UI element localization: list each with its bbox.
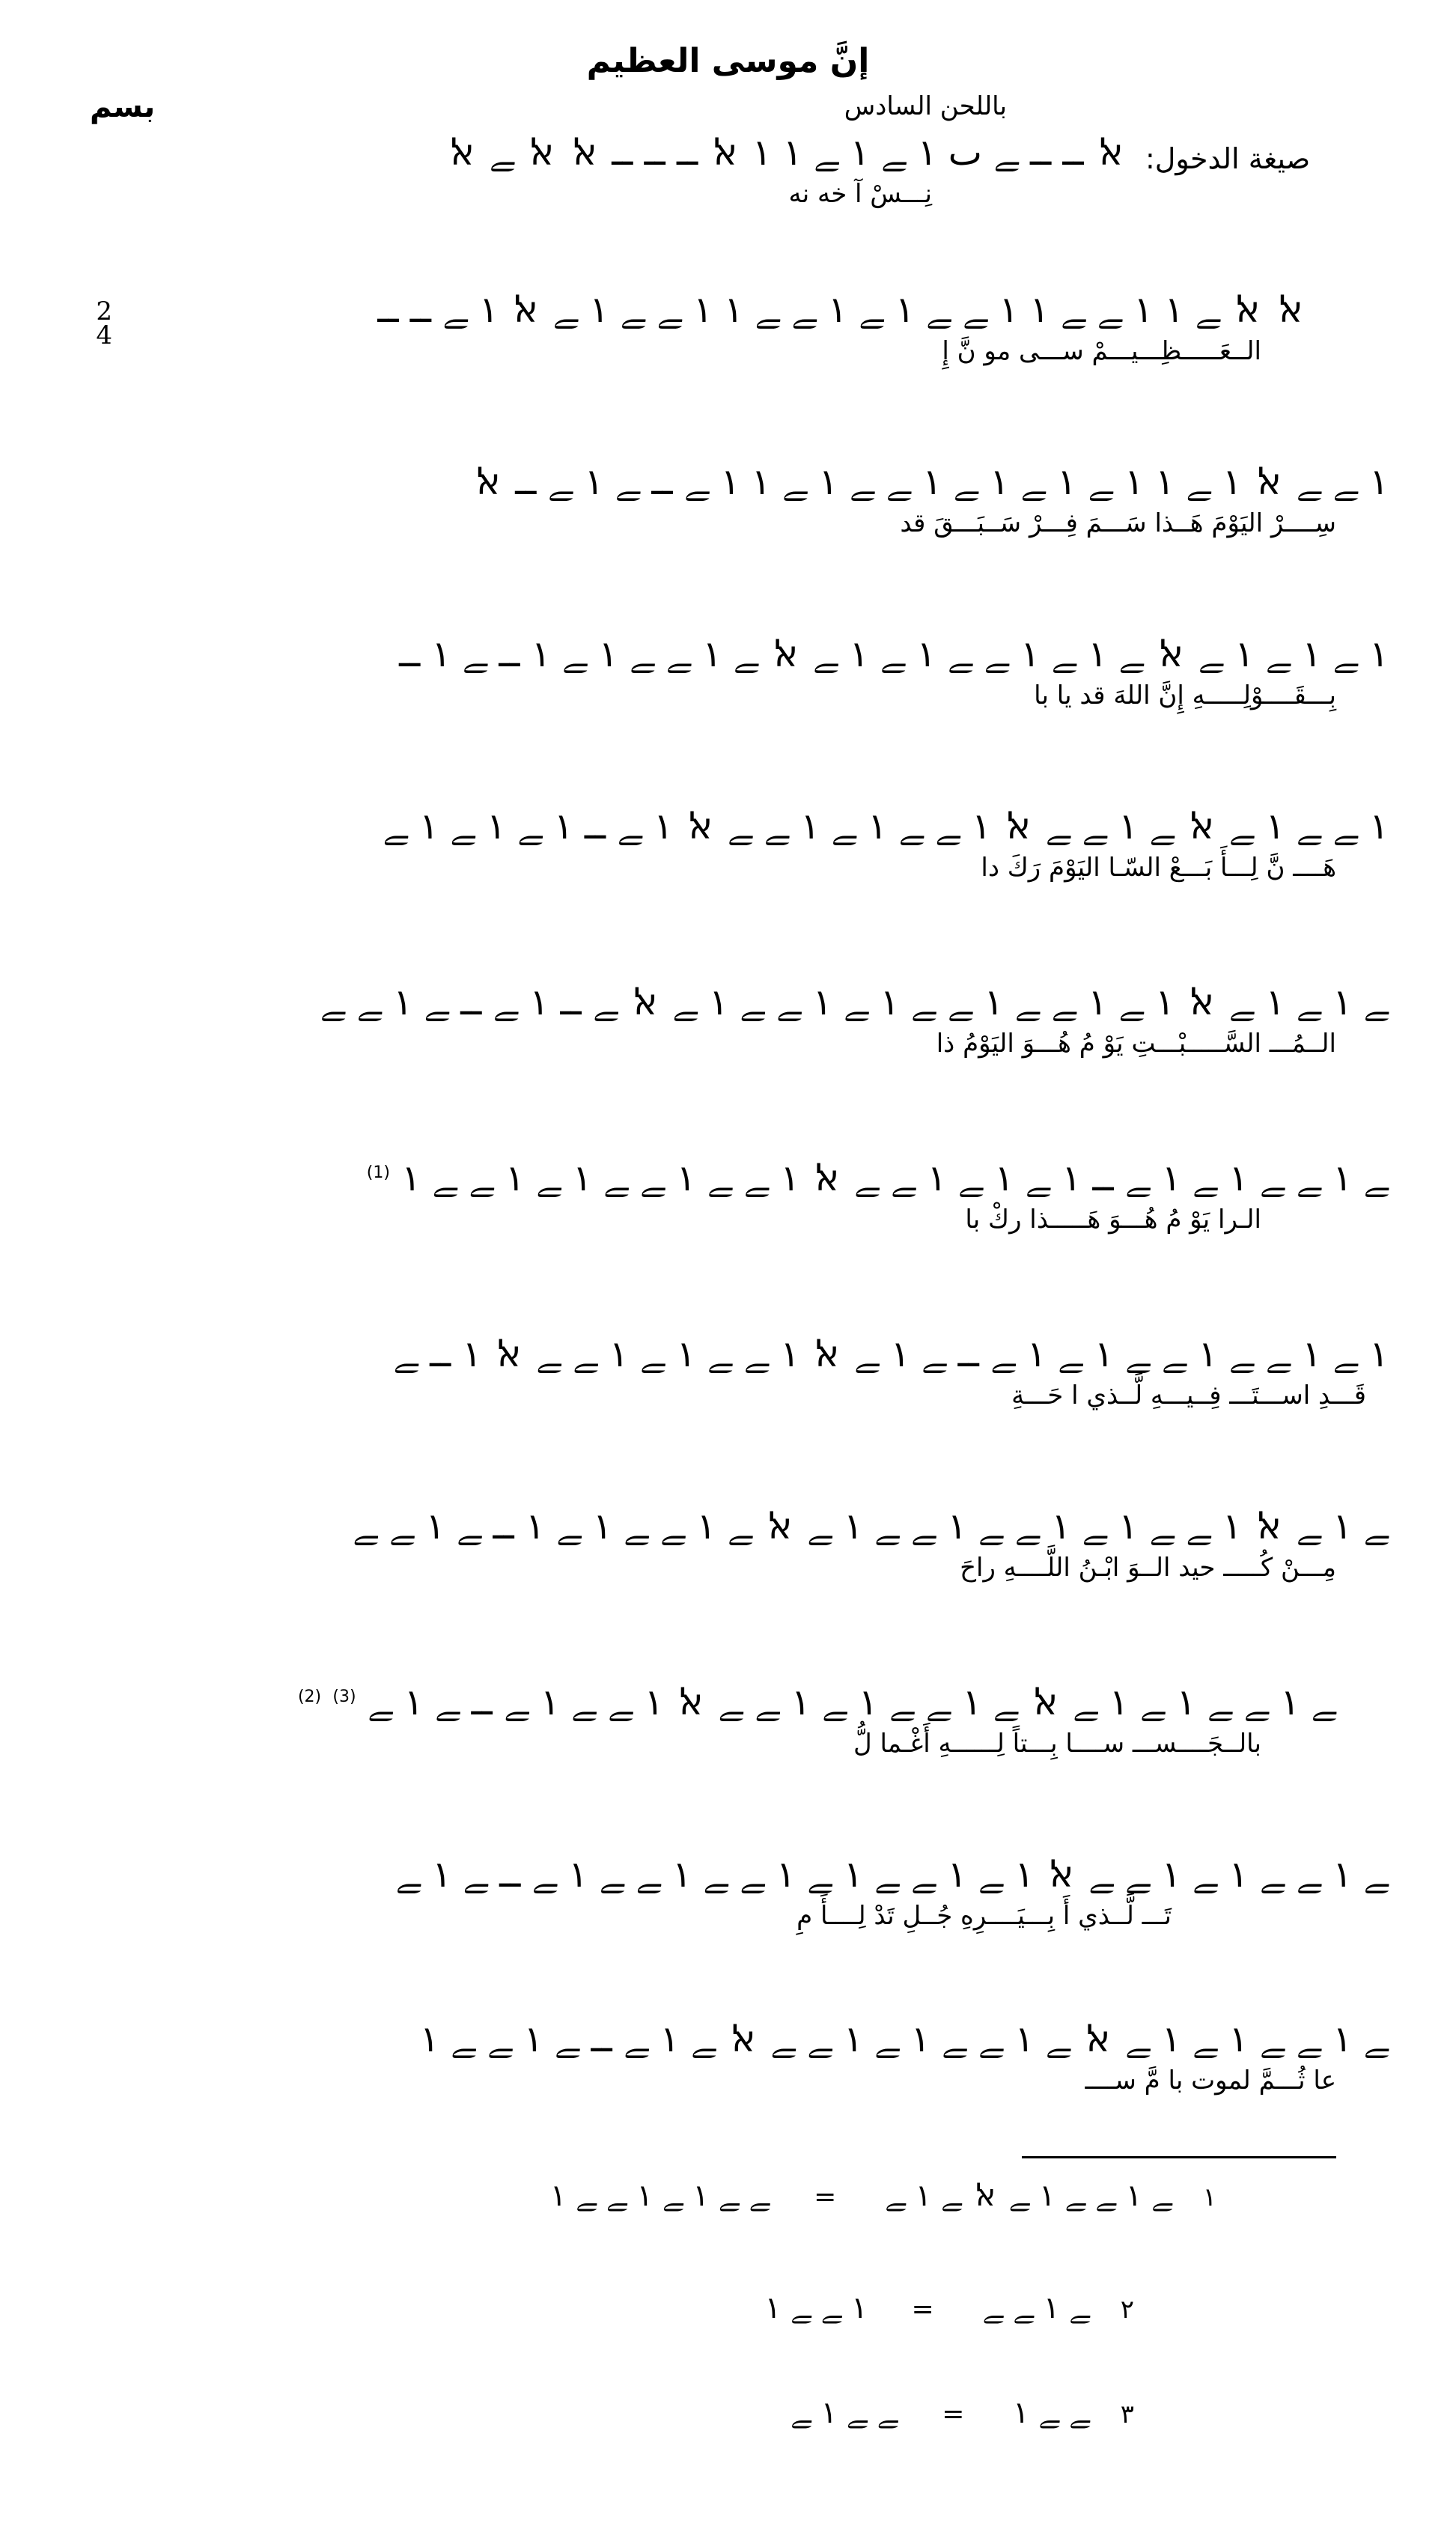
lyric-row: الــمُـــ السَّـــــبْـــتِ يَوْ مُ هُـــوَ اليَوْمُ ذا xyxy=(936,1029,1336,1059)
footnote-number: ١ xyxy=(1202,2182,1216,2212)
footnote-right-expression: ﮯ ﮯ ١ ﮯ ١ ﮯ ﮯ ١ xyxy=(549,2179,770,2213)
neume-row: ﮯ ١ ﮯ ﮯ ١ ﮯ ١ ﮯ ﭏ ﮯ ١ ﮯ ﮯ ١ ﮯ ١ ﮯ ﮯ ﭏ ﮯ ١ ﮯ ــ ﮯ ١ ﮯ ﮯ ١ xyxy=(419,2018,1389,2060)
staff-line-intro xyxy=(0,132,1456,209)
lyric-row: الـرا يَوْ مُ هُـــوَ هَـــــذا ركْ با xyxy=(965,1205,1261,1235)
lyric-row: الــعَـــــظِـــيـــمْ ســـى مو نَّ إِ xyxy=(942,336,1261,366)
staff-line-5 xyxy=(0,982,1456,1059)
neume-row: ﮯ ١ ﮯ ﭏ ١ ﮯ ﮯ ١ ﮯ ١ ﮯ ﮯ ١ ﮯ ﮯ ١ ﮯ ﭏ ﮯ ١ ﮯ ﮯ ١ ﮯ ١ ــ ﮯ ١ ﮯ ﮯ xyxy=(352,1506,1389,1547)
neume-text: ﮯ ١ ﮯ ﮯ ١ ﮯ ١ ﮯ ــ ١ ﮯ ١ ﮯ ١ ﮯ ﮯ ﭏ ١ ﮯ ﮯ ١ ﮯ ﮯ ١ ﮯ ١ ﮯ ﮯ ١ xyxy=(401,1157,1389,1199)
footnote-equals: = xyxy=(911,2294,939,2325)
mode-label: باللحن السادس xyxy=(844,91,1007,121)
footnote-2 xyxy=(765,2291,1134,2325)
staff-line-7 xyxy=(0,1333,1456,1410)
neume-text: ﮯ ١ ﮯ ﮯ ١ ﮯ ١ ﮯ ﭏ ﮯ ١ ﮯ ﮯ ١ ﮯ ١ ﮯ ﮯ ﭏ ١ ﮯ ﮯ ١ ﮯ ــ ﮯ ١ ﮯ xyxy=(367,1682,1336,1723)
lyric-row: بِـــقَــــوْلِـــــهِ إِنَّ اللهَ قد يا با xyxy=(1034,681,1336,710)
footnote-left-expression: ﮯ ١ ﮯ ﮯ xyxy=(982,2291,1091,2325)
bism-label: بسم xyxy=(90,90,156,124)
staff-line-8 xyxy=(0,1506,1456,1583)
neume-row: ﭏ ﭏ ﮯ ١ ١ ﮯ ﮯ ١ ١ ﮯ ﮯ ١ ﮯ ١ ﮯ ﮯ ١ ١ ﮯ ﮯ ١ ﮯ ﭏ ١ ﮯ ــ ــ xyxy=(377,289,1306,331)
time-signature-top: 2 xyxy=(96,296,112,326)
footnote-marker-1: (1) xyxy=(366,1163,390,1182)
staff-line-3 xyxy=(0,633,1456,710)
neume-row: ﭏ ــ ــ ﮯ ٮ ١ ﮯ ١ ﮯ ١ ١ ﭏ ــ ــ ــ ﭏ ﭏ ﮯ ﭏ xyxy=(451,132,1127,174)
neume-row: ﮯ ١ ﮯ ﮯ ١ ﮯ ١ ﮯ ﮯ ﭏ ١ ﮯ ١ ﮯ ﮯ ١ ﮯ ١ ﮯ ﮯ ١ ﮯ ﮯ ١ ﮯ ــ ﮯ ١ ﮯ xyxy=(395,1854,1389,1896)
lyric-row: تَـــ لَّــذي أَ بِـــيَــــرِهِ جُــلِ تَدْ لِــــأَ مِ xyxy=(796,1901,1172,1931)
footnote-marker-3: (3) xyxy=(332,1687,356,1706)
staff-line-4 xyxy=(0,806,1456,883)
footnote-right-expression: ١ ﮯ ﮯ ١ xyxy=(764,2291,868,2325)
neume-row: ﮯ ١ ﮯ ١ ﮯ ﭏ ١ ﮯ ١ ﮯ ﮯ ١ ﮯ ﮯ ١ ﮯ ١ ﮯ ﮯ ١ ﮯ ﭏ ﮯ ــ ١ ﮯ ــ ﮯ ١ ﮯ ﮯ xyxy=(320,982,1389,1023)
footnote-divider xyxy=(1022,2156,1336,2158)
page-title: إنَّ موسى العظيم xyxy=(586,42,870,80)
lyric-row: عا ثُـــمَّ لموت با مَّ ســــ xyxy=(1085,2066,1336,2096)
neume-row: ١ ﮯ ﮯ ﭏ ١ ﮯ ١ ١ ﮯ ١ ﮯ ١ ﮯ ١ ﮯ ﮯ ١ ﮯ ١ ١ ﮯ ــ ﮯ ١ ﮯ ــ ﭏ xyxy=(476,461,1389,503)
lyric-row: هَــــ نَّ لِـــأَ بَـــعْ السّـا اليَوْمَ رَكَ دا xyxy=(981,853,1336,883)
footnote-3 xyxy=(791,2396,1134,2430)
footnote-equals: = xyxy=(942,2399,969,2429)
lyric-row: نِـــسْ آ خه نه xyxy=(788,179,932,209)
footnote-left-expression: ﮯ ﮯ ١ xyxy=(1013,2396,1091,2430)
neume-row: ١ ﮯ ١ ﮯ ﮯ ١ ﮯ ﮯ ١ ﮯ ١ ﮯ ــ ﮯ ١ ﮯ ﭏ ١ ﮯ ﮯ ١ ﮯ ١ ﮯ ﮯ ﭏ ١ ــ ﮯ xyxy=(393,1333,1389,1375)
lyric-row: سِــــرْ اليَوْمَ هَــذا سَـــمَ فِـــرْ سَــبَـــقَ قد xyxy=(900,508,1336,538)
neume-row xyxy=(0,1157,1456,1199)
staff-line-6 xyxy=(0,1157,1456,1235)
time-signature-bottom: 4 xyxy=(96,320,112,351)
footnote-number: ٣ xyxy=(1120,2399,1134,2429)
staff-line-11 xyxy=(0,2018,1456,2096)
lyric-row: قَـــدِ اســـتَـــ فِــيـــهِ لَّــذي ا حَـــةِ xyxy=(1011,1381,1366,1410)
footnote-right-expression: ﮯ ﮯ ١ ﮯ xyxy=(790,2396,898,2430)
neume-row: ١ ﮯ ﮯ ١ ﮯ ﭏ ﮯ ١ ﮯ ﮯ ﭏ ١ ﮯ ﮯ ١ ﮯ ١ ﮯ ﮯ ﭏ ١ ﮯ ــ ١ ﮯ ١ ﮯ ١ ﮯ xyxy=(383,806,1389,847)
footnote-number: ٢ xyxy=(1120,2295,1134,2325)
footnote-equals: = xyxy=(814,2182,841,2212)
staff-line-2 xyxy=(0,461,1456,538)
footnote-left-expression: ﮯ ١ ﮯ ﮯ ١ ﮯ ﭏ ﮯ ١ ﮯ xyxy=(884,2179,1173,2213)
staff-line-1 xyxy=(0,289,1456,366)
staff-line-9 xyxy=(0,1682,1456,1759)
neume-row xyxy=(0,1682,1456,1723)
footnote-1 xyxy=(550,2179,1216,2213)
intro-label: صيغة الدخول: xyxy=(1145,142,1311,175)
staff-line-10 xyxy=(0,1854,1456,1931)
footnote-marker-2: (2) xyxy=(297,1687,322,1706)
lyric-row: بالــجَــــســـ ســــا بِـــتاً لِــــــهِ أَغْـما لُّ xyxy=(853,1729,1261,1759)
neume-row: ١ ﮯ ١ ﮯ ١ ﮯ ﭏ ﮯ ١ ﮯ ١ ﮯ ﮯ ١ ﮯ ١ ﮯ ﭏ ﮯ ١ ﮯ ﮯ ١ ﮯ ١ ــ ﮯ ١ ــ xyxy=(399,633,1389,675)
lyric-row: مِـــنْ كُـــــ حيد الــوَ ابْـنُ اللَّــــهِ راحَ xyxy=(960,1553,1336,1583)
